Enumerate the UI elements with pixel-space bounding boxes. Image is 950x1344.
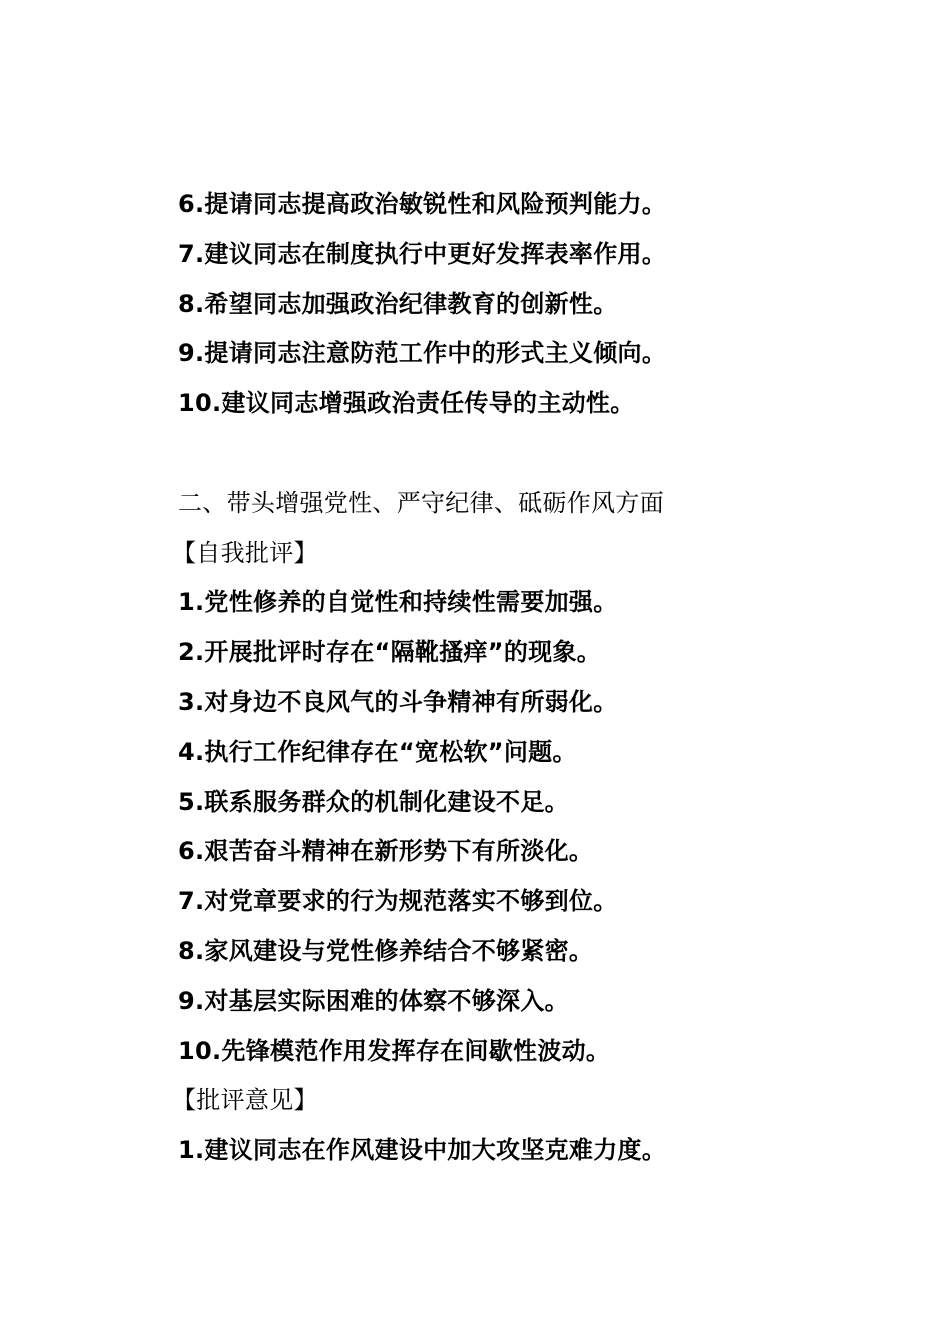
list-item: 10.先锋模范作用发挥存在间歇性波动。 — [178, 1036, 611, 1065]
list-item: 8.家风建设与党性修养结合不够紧密。 — [178, 936, 594, 965]
self-criticism-label: 【自我批评】 — [172, 538, 318, 567]
section-heading: 二、带头增强党性、严守纪律、砥砺作风方面 — [178, 488, 664, 517]
list-item: 4.执行工作纪律存在“宽松软”问题。 — [178, 737, 577, 766]
document-page — [172, 180, 878, 1176]
list-item: 9.对基层实际困难的体察不够深入。 — [178, 986, 569, 1015]
list-item: 1.建议同志在作风建设中加大攻坚克难力度。 — [178, 1136, 667, 1165]
list-item: 7.对党章要求的行为规范落实不够到位。 — [178, 887, 618, 916]
list-item: 6.艰苦奋斗精神在新形势下有所淡化。 — [178, 837, 594, 866]
list-item: 10.建议同志增强政治责任传导的主动性。 — [178, 389, 635, 418]
list-item: 3.对身边不良风气的斗争精神有所弱化。 — [178, 687, 618, 716]
criticism-label: 【批评意见】 — [172, 1086, 318, 1115]
list-item: 9.提请同志注意防范工作中的形式主义倾向。 — [178, 339, 667, 368]
paragraph-gap — [178, 429, 878, 479]
list-item: 8.希望同志加强政治纪律教育的创新性。 — [178, 289, 618, 318]
list-item: 7.建议同志在制度执行中更好发挥表率作用。 — [178, 239, 667, 268]
list-item: 6.提请同志提高政治敏锐性和风险预判能力。 — [178, 190, 667, 218]
list-item: 1.党性修养的自觉性和持续性需要加强。 — [178, 588, 618, 617]
list-item: 5.联系服务群众的机制化建设不足。 — [178, 787, 569, 816]
list-item: 2.开展批评时存在“隔靴搔痒”的现象。 — [178, 638, 602, 667]
